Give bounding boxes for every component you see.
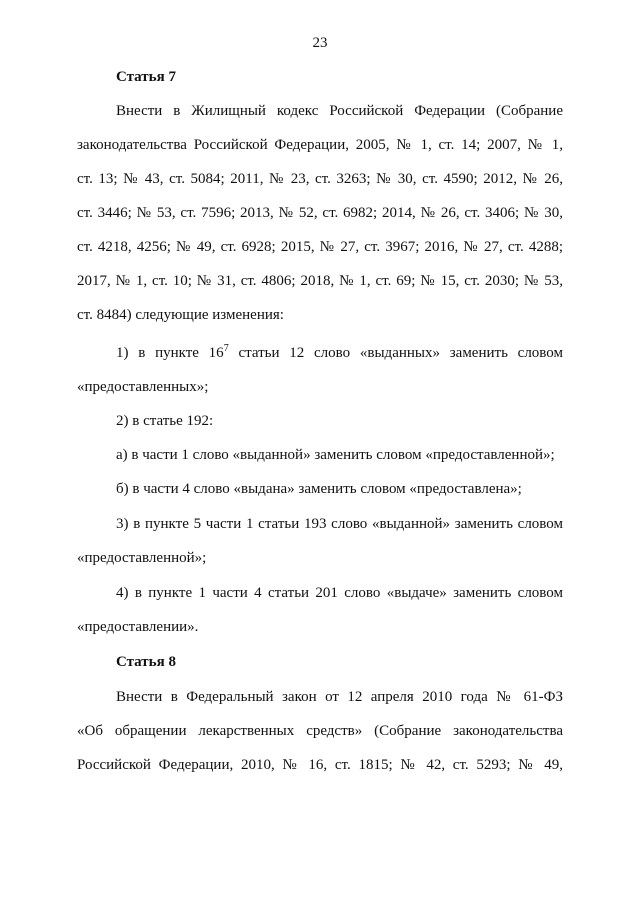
article-7-intro-line: ст. 4218, 4256; № 49, ст. 6928; 2015, № 27, ст. 3967; 2016, № 27, ст. 4288; (77, 239, 563, 255)
item-1-text-a: 1) в пункте 16 (116, 345, 224, 361)
article-7-intro-line: законодательства Российской Федерации, 2005, № 1, ст. 14; 2007, № 1, (77, 137, 563, 153)
article-8-line: Внести в Федеральный закон от 12 апреля 2010 года № 61-ФЗ (116, 689, 563, 705)
page-number: 23 (312, 35, 328, 51)
article-8-line: Российской Федерации, 2010, № 16, ст. 1815; № 42, ст. 5293; № 49, (77, 757, 563, 773)
item-3-continuation: «предоставленной»; (77, 550, 207, 566)
item-4: 4) в пункте 1 части 4 статьи 201 слово «выдаче» заменить словом (116, 585, 563, 601)
article-7-intro-line: Внести в Жилищный кодекс Российской Федерации (Собрание (116, 103, 563, 119)
item-2b: б) в части 4 слово «выдана» заменить словом «предоставлена»; (116, 481, 522, 497)
item-2: 2) в статье 192: (116, 413, 214, 429)
article-7-intro-line: ст. 3446; № 53, ст. 7596; 2013, № 52, ст. 6982; 2014, № 26, ст. 3406; № 30, (77, 205, 563, 221)
item-1-text-b: статьи 12 слово «выданных» заменить словом (228, 345, 563, 361)
item-1-superscript: 7 (223, 343, 229, 354)
article-7-intro-line: ст. 8484) следующие изменения: (77, 307, 284, 323)
article-8-heading: Статья 8 (116, 654, 176, 670)
item-1-continuation: «предоставленных»; (77, 379, 209, 395)
item-1-line (116, 343, 563, 363)
item-3: 3) в пункте 5 части 1 статьи 193 слово «выданной» заменить словом (116, 516, 563, 532)
article-7-heading: Статья 7 (116, 69, 176, 85)
item-4-continuation: «предоставлении». (77, 619, 199, 635)
article-8-line: «Об обращении лекарственных средств» (Собрание законодательства (77, 723, 563, 739)
item-2a: а) в части 1 слово «выданной» заменить словом «предоставленной»; (116, 447, 555, 463)
article-7-intro-line: 2017, № 1, ст. 10; № 31, ст. 4806; 2018, № 1, ст. 69; № 15, ст. 2030; № 53, (77, 273, 563, 289)
article-7-intro-line: ст. 13; № 43, ст. 5084; 2011, № 23, ст. 3263; № 30, ст. 4590; 2012, № 26, (77, 171, 563, 187)
